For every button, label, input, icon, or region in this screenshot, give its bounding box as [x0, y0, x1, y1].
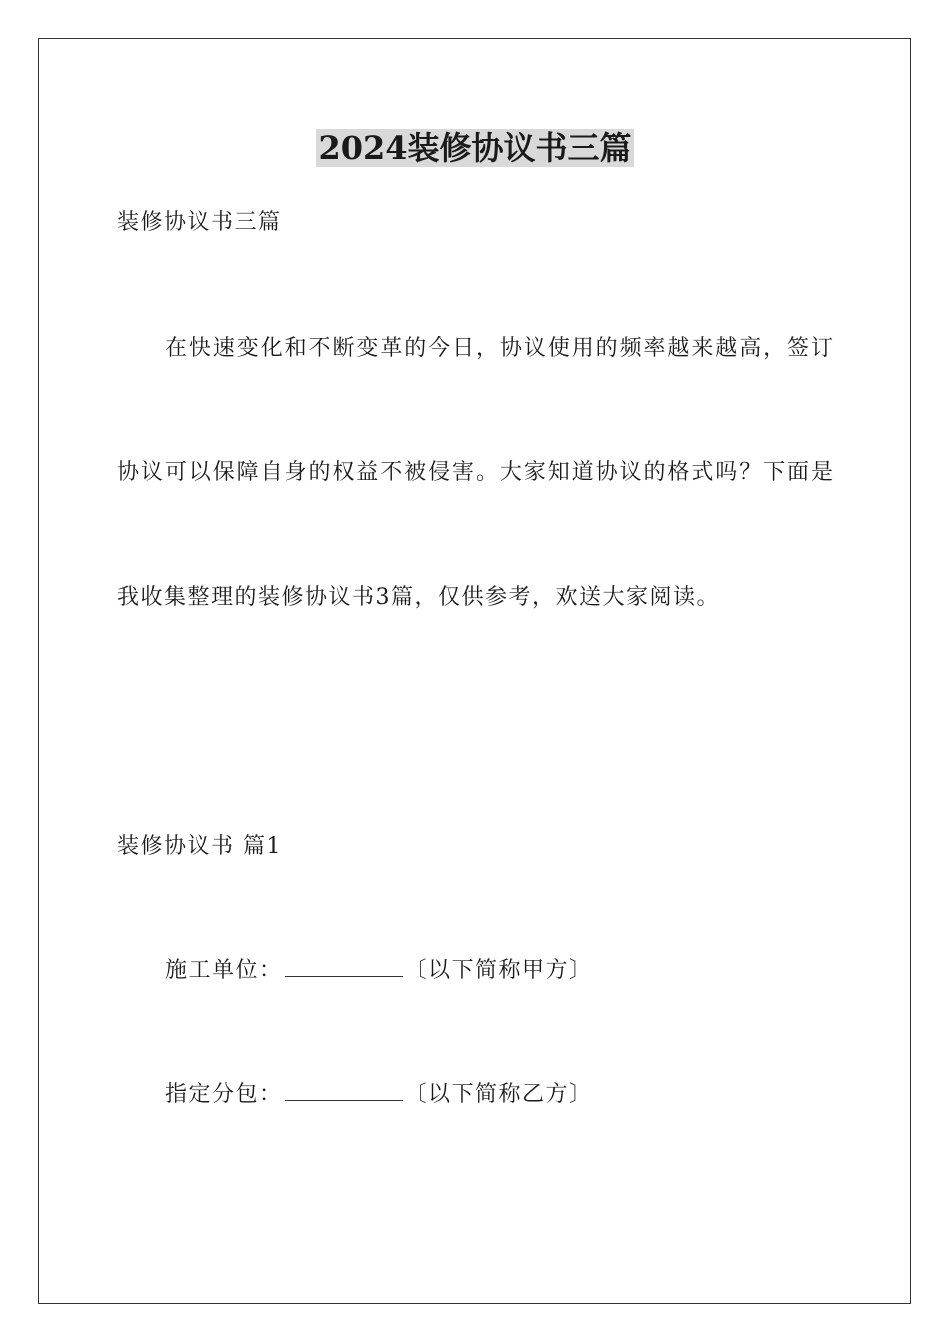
document-subtitle: 装修协议书三篇: [117, 210, 282, 235]
field-label: 指定分包：: [165, 1082, 283, 1107]
fill-in-blank: [285, 956, 403, 977]
intro-paragraph-line-1: 在快速变化和不断变革的今日，协议使用的频率越来越高，签订: [165, 336, 833, 361]
document-title-text: 2024装修协议书三篇: [318, 129, 632, 167]
document-title: [0, 128, 950, 168]
intro-paragraph-line-2: 协议可以保障自身的权益不被侵害。大家知道协议的格式吗？下面是: [117, 460, 833, 485]
section-heading: 装修协议书 篇1: [117, 834, 282, 859]
field-label: 施工单位：: [165, 958, 283, 983]
field-suffix: 〔以下简称乙方〕: [404, 1082, 593, 1107]
fill-in-blank: [285, 1080, 403, 1101]
field-construction-unit: [165, 956, 593, 986]
field-suffix: 〔以下简称甲方〕: [404, 958, 593, 983]
field-designated-subcontractor: [165, 1080, 593, 1110]
intro-paragraph-line-3: 我收集整理的装修协议书3篇，仅供参考，欢送大家阅读。: [117, 585, 720, 610]
